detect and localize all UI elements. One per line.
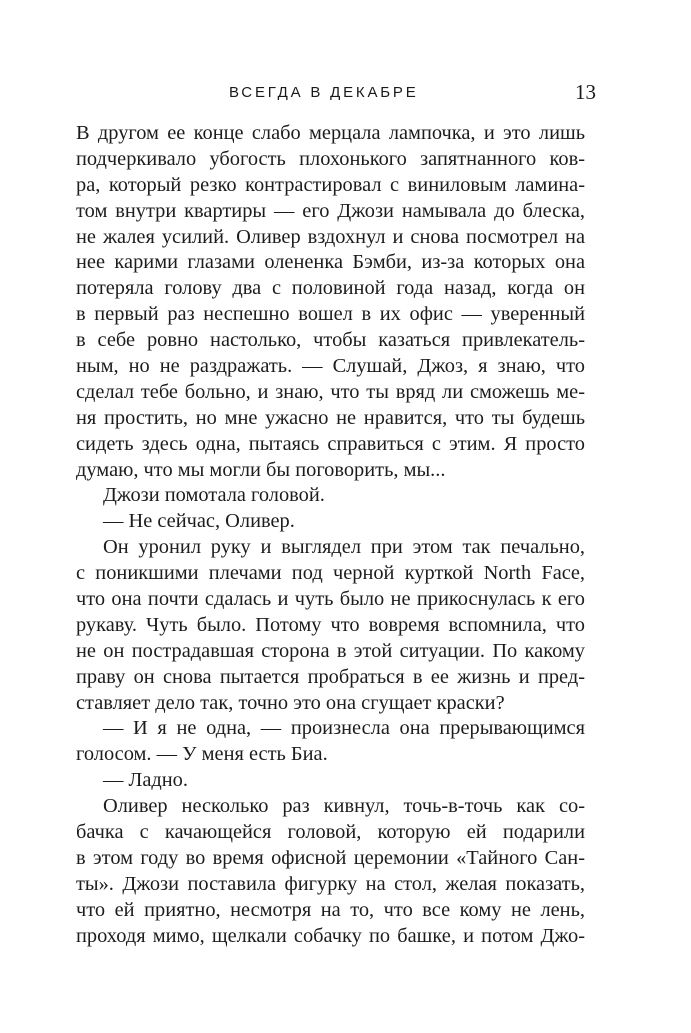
running-title: ВСЕГДА В ДЕКАБРЕ: [229, 84, 419, 101]
text-line: бачка с качающейся головой, которую ей подарили: [76, 821, 585, 844]
body-text: [76, 121, 585, 950]
text-line: Оливер несколько раз кивнул, точь-в-точь как со-: [103, 795, 585, 818]
text-line: Он уронил руку и выглядел при этом так печально,: [103, 536, 585, 559]
text-line: не он пострадавшая сторона в этой ситуации. По какому: [76, 639, 585, 662]
text-line: с поникшими плечами под черной курткой North Face,: [76, 562, 585, 585]
text-line: ставляет дело так, точно это она сгущает краски?: [76, 691, 505, 714]
text-line: — Ладно.: [103, 769, 188, 792]
text-line: проходя мимо, щелкали собачку по башке, и потом Джо-: [76, 924, 585, 947]
text-line: ты». Джози поставила фигурку на стол, желая показать,: [76, 872, 585, 895]
text-line: праву он снова пытается пробраться в ее жизнь и пред-: [76, 665, 585, 688]
text-line: Джози помотала головой.: [103, 484, 325, 507]
text-line: не жалея усилий. Оливер вздохнул и снова посмотрел на: [76, 225, 585, 248]
text-line: ня простить, но мне ужасно не нравится, что ты будешь: [76, 406, 585, 429]
text-line: том внутри квартиры — его Джози намывала до блеска,: [76, 199, 585, 222]
text-line: голосом. — У меня есть Биа.: [76, 743, 328, 766]
text-line: в себе ровно настолько, чтобы казаться привлекатель-: [76, 329, 585, 352]
text-line: нее карими глазами олененка Бэмби, из-за которых она: [76, 251, 585, 274]
text-line: подчеркивало убогость плохонького запятнанного ков-: [76, 147, 585, 170]
text-line: — И я не одна, — произнесла она прерывающимся: [103, 717, 585, 740]
text-line: сидеть здесь одна, пытаясь справиться с этим. Я просто: [76, 432, 585, 455]
text-line: ра, который резко контрастировал с виниловым ламина-: [76, 173, 585, 196]
text-line: в этом году во время офисной церемонии «Тайного Сан-: [76, 846, 585, 869]
text-line: что она почти сдалась и чуть было не прикоснулась к его: [76, 588, 585, 611]
text-line: В другом ее конце слабо мерцала лампочка, и это лишь: [76, 122, 585, 144]
text-line: сделал тебе больно, и знаю, что ты вряд ли сможешь ме-: [76, 380, 585, 403]
text-line: в первый раз неспешно вошел в их офис — уверенный: [76, 303, 585, 326]
text-line: что ей приятно, несмотря на то, что все кому не лень,: [76, 898, 585, 921]
text-line: рукаву. Чуть было. Потому что вовремя вспомнила, что: [76, 613, 585, 636]
text-line: ным, но не раздражать. — Слушай, Джоз, я знаю, что: [76, 355, 585, 378]
text-line: — Не сейчас, Оливер.: [103, 510, 295, 533]
text-line: потеряла голову два с половиной года назад, когда он: [76, 277, 585, 300]
text-line: думаю, что мы могли бы поговорить, мы...: [76, 458, 446, 481]
page-number: 13: [575, 80, 596, 104]
